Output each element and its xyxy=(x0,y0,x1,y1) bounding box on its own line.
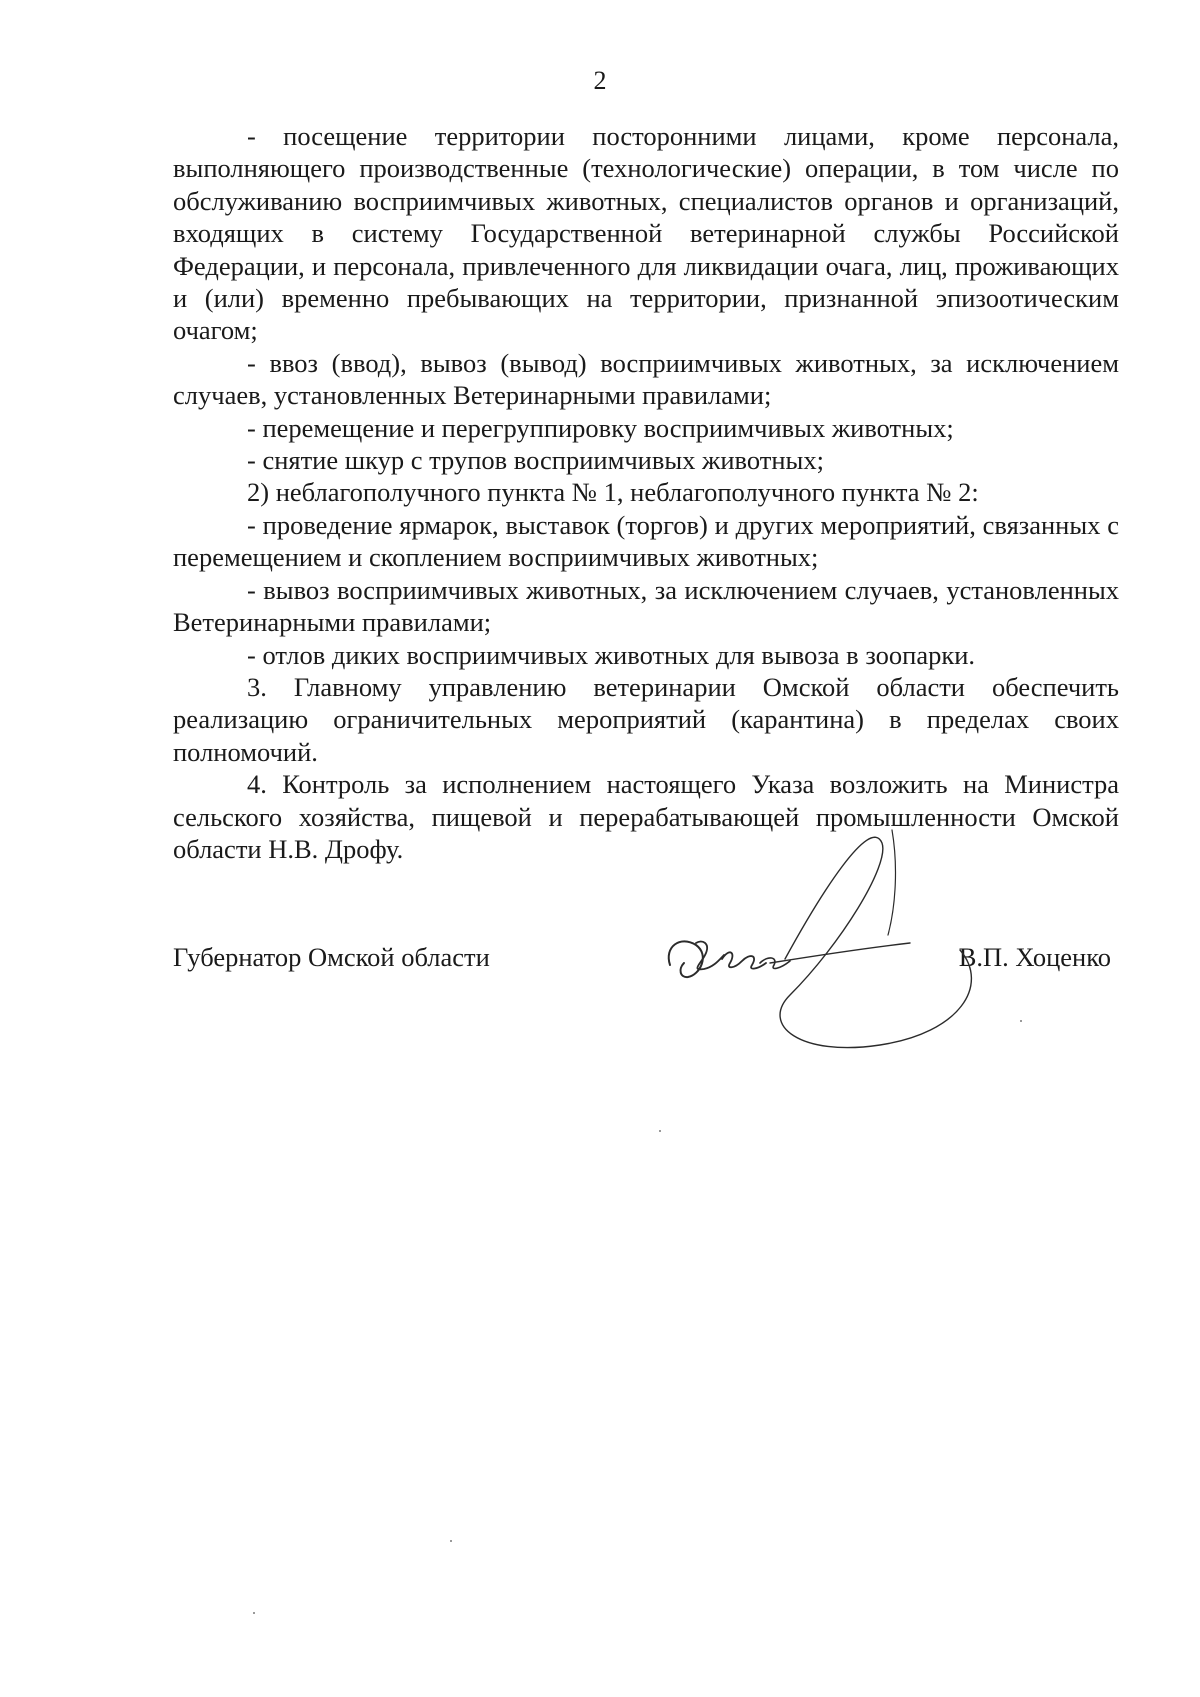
handwritten-signature-icon xyxy=(660,835,1000,1055)
paragraph-restriction-skins: - снятие шкур с трупов восприимчивых животных; xyxy=(247,445,824,476)
scan-artifact xyxy=(659,1130,661,1132)
scan-artifact xyxy=(450,1540,452,1542)
paragraph-restriction-movement: - перемещение и перегруппировку восприимчивых животных; xyxy=(247,412,954,443)
page-number: 2 xyxy=(593,66,607,95)
scan-artifact xyxy=(253,1612,255,1614)
paragraph-item-3: 3. Главному управлению ветеринарии Омской области обеспечить реализацию ограничительных мероприятий (карантина) в пределах своих полномочий. xyxy=(173,671,1119,767)
paragraph-restriction-fairs: - проведение ярмарок, выставок (торгов) и других мероприятий, связанных с перемещением и скоплением восприимчивых животных; xyxy=(173,509,1119,573)
paragraph-item-4: 4. Контроль за исполнением настоящего Указа возложить на Министра сельского хозяйства, пищевой и перерабатывающей промышленности Омской области Н.В. Дрофу. xyxy=(173,769,1119,864)
document-body xyxy=(173,120,1119,865)
paragraph-restriction-import-export: - ввоз (ввод), вывоз (вывод) восприимчивых животных, за исключением случаев, установленных Ветеринарными правилами; xyxy=(173,347,1119,411)
paragraph-restriction-visit: - посещение территории посторонними лицами, кроме персонала, выполняющего производственные (технологические) операции, в том числе по обслуживанию восприимчивых животных, специалистов органов и организаций, входящих в систему Государственной ветеринарной службы Российской Федерации, и персонала, привлеченного для ликвидации очага, лиц, проживающих и (или) временно пребывающих на территории, признанной эпизоотическим очагом; xyxy=(173,121,1119,346)
signatory-title: Губернатор Омской области xyxy=(173,942,490,972)
signatory-name: В.П. Хоценко xyxy=(958,942,1111,972)
paragraph-restriction-export: - вывоз восприимчивых животных, за исключением случаев, установленных Ветеринарными правилами; xyxy=(173,574,1119,638)
paragraph-point-2-heading: 2) неблагополучного пункта № 1, неблагополучного пункта № 2: xyxy=(247,477,979,508)
paragraph-restriction-capture: - отлов диких восприимчивых животных для вывоза в зоопарки. xyxy=(247,639,976,670)
scan-artifact xyxy=(1020,1020,1022,1022)
